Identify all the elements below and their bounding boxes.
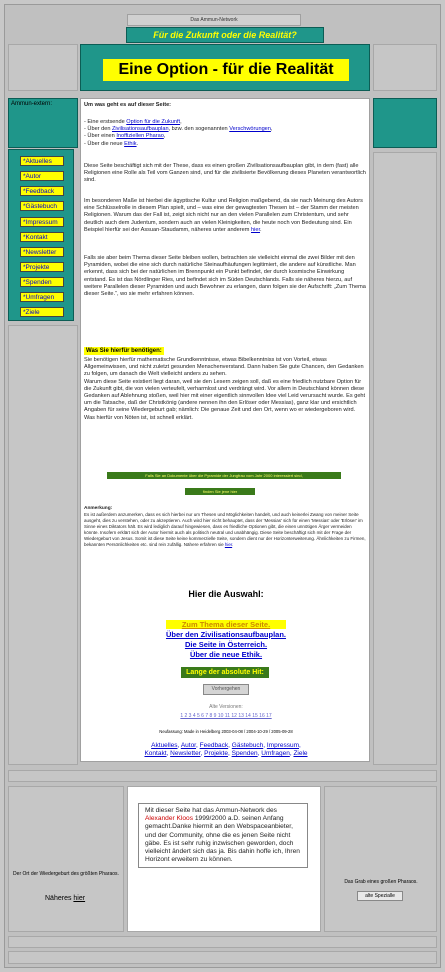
paragraph-4: Sie benötigen hierfür mathematische Grundkenntnisse, etwas Bibelkenntniss ist von Vorteil, etwas Allgemeinwissen, und nicht zuletzt gesunden Menschenverstand. Dann haben Sie gute Chancen, den Gedanken zu folgen, um danach die Welt vielleicht anders zu sehen. Warum diese Seite existiert liegt daran, weil sie den Lesern zeigen soll, daß es eine friedlich nutzbare Option für die Zukunft gibt, die von vielen verteufelt, verharmlost und verdrängt wird. Vor allem in Deutschland können diese Gedanken auf Ablehnung stoßen, weil hier mit einer eigentlich sinnvollen Idee viel Leid verursacht wurde. Es geht um die Tatsache, daß der Christkönig (andere nennen ihn den Erlöser oder Messias), ganz klar und ersichtlich Angaben für seine Wiedergeburt gab; nämlich: Die genaue Zeit und den Ort, wenn wo er wiedergeboren wird. Was hierfür von Nöten ist, ist schnell erklärt.: [84, 357, 366, 421]
nav-gaestebuch[interactable]: *Gästebuch: [20, 201, 64, 211]
link-ethik[interactable]: Ethik: [124, 140, 137, 147]
header-right-cell: [373, 44, 437, 91]
nav-spenden[interactable]: *Spenden: [20, 277, 64, 287]
bottom-left-panel: [8, 786, 124, 932]
paragraph-3: Falls sie aber beim Thema dieser Seite bleiben wollen, betrachten sie vielleicht einmal die zwei Bilder mit den Pyramiden, wobei die eine sich durch natürliche Steinaufhäufungen legitimiert, die andere auf künstliche. Man erkennt, dass sich bei der natürlichen im Brennpunkt ein Punkt befindet, der durch kosmische Einwirkung entstand. Es ist das Nördlinger Ries, und befindet sich im Süden Deutschlands. Falls sie näheres hierzu, auf weitere Parallelen dieser Pyramiden und auch Bewohner zu erlangen, dann folgen sie der Aufschrift: „Zum Thema dieser Seite.“, wo sie mehr erfahren können.: [84, 255, 366, 298]
footer-link-aktuelles[interactable]: Aktuelles: [151, 742, 178, 749]
page-title: Eine Option - für die Realität: [103, 59, 349, 81]
find-here-banner[interactable]: finden Sie jene hier: [185, 488, 255, 495]
link-option-zukunft[interactable]: Option für die Zukunft: [126, 119, 181, 125]
nav-autor[interactable]: *Autor: [20, 171, 64, 181]
right-filler: [373, 152, 437, 765]
alte-versionen-label: Alte Versionen:: [209, 704, 243, 710]
bullet-4: - Über die neue Ethik.: [84, 140, 139, 147]
choice-topic[interactable]: Zum Thema dieser Seite.: [166, 620, 286, 629]
right-teal-panel: [373, 98, 437, 148]
footer-link-kontakt[interactable]: Kontakt: [144, 750, 167, 757]
footer-link-projekte[interactable]: Projekte: [204, 750, 228, 757]
bullet-2: - Über den Zivilisationsaufbauplan, bzw. den sogenannten Verschwörungen,: [84, 126, 273, 133]
choice-austria[interactable]: Die Seite in Österreich.: [184, 640, 268, 649]
footer-link-spenden[interactable]: Spenden: [231, 750, 258, 757]
nav-kontakt[interactable]: *Kontakt: [20, 232, 64, 242]
link-verschwoerungen[interactable]: Verschwörungen: [229, 126, 271, 133]
header-left-cell: [8, 44, 78, 91]
footer-link-impressum[interactable]: Impressum: [266, 742, 300, 749]
footer-link-feedback[interactable]: Feedback: [199, 742, 229, 749]
footer-link-autor[interactable]: Autor: [180, 742, 196, 749]
paragraph-1: Diese Seite beschäftigt sich mit der These, dass es einen großen Zivilisationsaufbauplan gibt, in dem (fast) alle Religionen eine Rolle als Teil vom Ganzen sind, und für die zivilisierte Bevölkerung dieses Planeten verantwortlich sind.: [84, 163, 366, 184]
main-content: [80, 98, 370, 762]
left-more: Näheres hier: [45, 895, 86, 902]
left-caption: Der Ort der Wiedergeburt des größten Pharaos.: [13, 871, 119, 877]
bottom-band: [8, 770, 437, 782]
footer-link-ziele[interactable]: Ziele: [293, 750, 308, 757]
footer-link-gaestebuch[interactable]: Gästebuch: [231, 742, 264, 749]
subtitle-bar: Für die Zukunft oder die Realität?: [126, 27, 324, 43]
choice-plan[interactable]: Über den Zivilisationsaufbauplan.: [165, 630, 287, 639]
left-filler: [8, 325, 78, 765]
nav-ziele[interactable]: *Ziele: [20, 307, 64, 317]
link-pharao[interactable]: Inoffiziellen Pharao: [116, 133, 164, 140]
choice-heading: Hier die Auswahl:: [188, 589, 264, 599]
nav-umfragen[interactable]: *Umfragen: [20, 292, 64, 302]
lange-hit-banner[interactable]: Lange der absolute Hit:: [181, 667, 269, 678]
vorhergehen-button[interactable]: Vorhergehen: [203, 684, 249, 695]
left-more-link[interactable]: hier: [73, 895, 86, 902]
footer-links: Aktuelles, Autor, Feedback, Gästebuch, Impressum, Kontakt, Newsletter, Projekte, Spenden, Umfragen, Ziele: [144, 742, 308, 757]
note-text: Es ist außerdem anzumerken, dass es sich hierbei nur um Thesen und Möglichkeiten handelt, und auch keinerlei Zwang von meiner Seite ausgeht, dies zu verstehen, oder zu akzeptieren. Auch wird hier nicht behauptet, dass der 'Messias' sich für einen 'Messias' oder 'Erlöser' im Sinne eines Diktators hält. Es wird lediglich darauf hingewiesen, dass es friedliche Optionen gibt, die einen unnötigen Ärger vermeiden könnte. Insofern erklärt sich der Autor hiermit auch als politisch neutral und unabhängig. Diese Seite beschäftigt sich mit der Frage der Wiedergeburt von Jesus. Somit ist diese Seite keine kommerzielle Seite, sondern dient nur der Horizonterweiterung. Ähnlichkeiten zu Firmen, bekannten Persönlichkeiten etc. sind rein zufällig. Nähere erfahren sie hier.: [84, 512, 366, 547]
paragraph-2: Im besonderen Maße ist hierbei die ägyptische Kultur und Religion maßgebend, da sie nach Meinung des Autors eine Schlüsselrolle in diesem Plan spielt, und – was eine der gewagtesten Thesen ist – der Stamm der meisten Religionen. Warum das der Fall ist, zeigt sich nicht nur an den vielen Parallelen zum Christentum, und sehr deutlich auch dem Judentum, sondern auch an vielen Kleinigkeiten, die heute noch von Bedeutung sind. Ein Beispiel hierfür sei der Assuan-Staudamm, näheres unter anderem hier.: [84, 198, 363, 233]
author-link[interactable]: Alexander Kloos: [145, 815, 194, 823]
bottom-strip-2: [8, 951, 437, 964]
nav-aktuelles[interactable]: *Aktuelles: [20, 156, 64, 166]
bottom-right-panel: [324, 786, 437, 932]
footer-link-umfragen[interactable]: Umfragen: [261, 750, 290, 757]
hero-banner: [80, 44, 370, 91]
intro-heading: Um was geht es auf dieser Seite:: [84, 102, 172, 108]
link-assuan-hier[interactable]: hier: [250, 226, 261, 233]
footer-link-newsletter[interactable]: Newsletter: [170, 750, 201, 757]
nav-impressum[interactable]: *Impressum: [20, 217, 64, 227]
right-caption: Das Grab eines großen Pharaos.: [344, 879, 418, 885]
choice-ethics[interactable]: Über die neue Ethik.: [189, 650, 263, 659]
bottom-strip-1: [8, 936, 437, 948]
nav-projekte[interactable]: *Projekte: [20, 262, 64, 272]
pyramid-docs-banner[interactable]: Falls Sie an Dokumente über die Pyramide der Jungfrau vom Jahr 2000 interessiert sind,: [107, 472, 341, 479]
needs-heading: Was Sie hierfür benötigen:: [86, 348, 162, 354]
bullet-1: - Eine erstsende Option für die Zukunft,: [84, 119, 182, 125]
about-quote: Mit dieser Seite hat das Ammun-Network des Alexander Kloos 1999/2000 a.D. seinen Anfang gemacht.Danke hiermit an den Webspaceanbieter, und der Community, ohne die es jenen Seite nicht gäbe. Es ist sehr ruhig inzwischen geworden, doch vielleicht ändert sich das ja. Bis dahin hoffe ich, Ihren Horizont erweitern zu können.: [138, 803, 308, 868]
sidebar-nav: [8, 149, 74, 321]
version-links[interactable]: 1 2 3 4 5 6 7 8 9 10 11 12 13 14 15 16 17: [180, 713, 272, 719]
nav-feedback[interactable]: *Feedback: [20, 186, 64, 196]
link-note-hier[interactable]: hier: [224, 542, 233, 547]
ammun-extern-panel: [8, 98, 78, 148]
link-zivilisationsaufbauplan[interactable]: Zivilisationsaufbauplan: [111, 126, 169, 133]
bottom-middle-panel: [127, 786, 321, 932]
updated-label: Neufassung: Made in Heidelberg 2003-04-08 / 2004-10-29 / 2005-09-28: [159, 729, 293, 734]
ammun-extern-label: Ammun-extern:: [11, 101, 53, 107]
alte-spezialle-button[interactable]: alte Spezialle: [357, 891, 403, 901]
network-label: Das Ammun-Network: [127, 14, 301, 26]
bullet-3: - Über einen Inoffiziellen Pharao,: [84, 133, 166, 140]
note-heading: Anmerkung:: [84, 506, 113, 511]
nav-newsletter[interactable]: *Newsletter: [20, 247, 64, 257]
